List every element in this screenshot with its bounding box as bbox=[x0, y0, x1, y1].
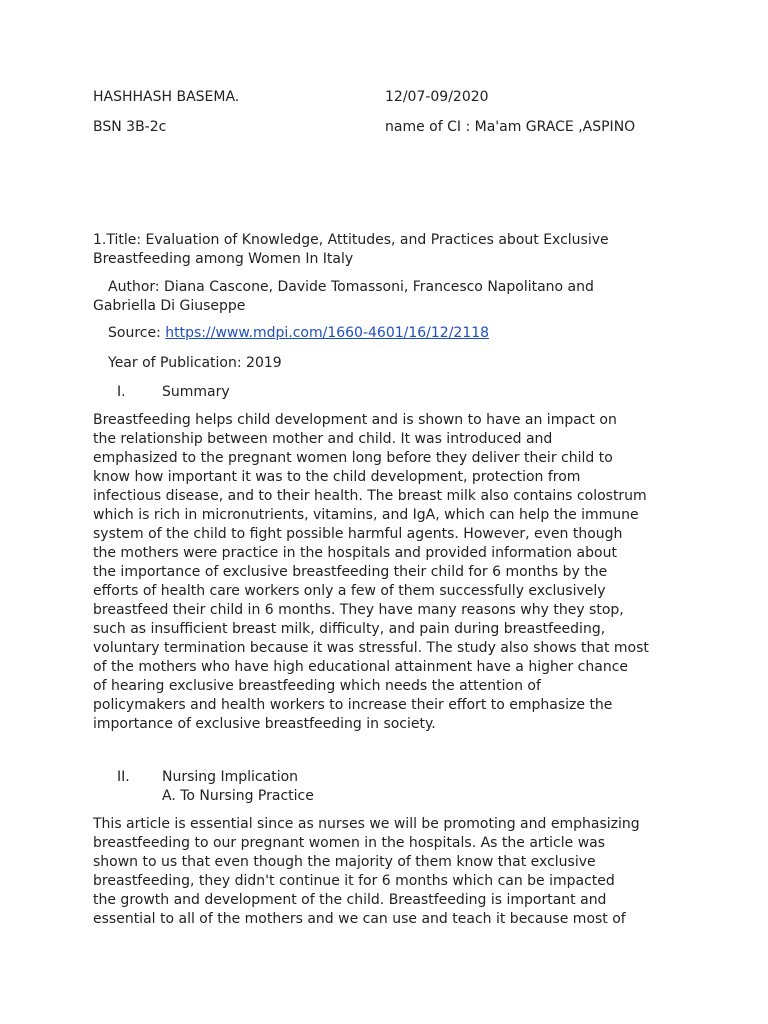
article-title-line-2: Breastfeeding among Women In Italy bbox=[93, 251, 354, 267]
clinical-instructor: name of CI : Ma'am GRACE ,ASPINO bbox=[385, 119, 636, 135]
nursing-line: essential to all of the mothers and we can use and teach it because most of bbox=[93, 911, 626, 927]
summary-paragraph bbox=[93, 411, 681, 734]
summary-line: of hearing exclusive breastfeeding which needs the attention of bbox=[93, 678, 541, 694]
student-name: HASHHASH BASEMA. bbox=[93, 89, 240, 105]
summary-line: infectious disease, and to their health. The breast milk also contains colostrum bbox=[93, 488, 647, 504]
summary-line: efforts of health care workers only a few of them successfully exclusively bbox=[93, 583, 606, 599]
summary-line: breastfeed their child in 6 months. They have many reasons why they stop, bbox=[93, 602, 624, 618]
article-title-line-1: 1.Title: Evaluation of Knowledge, Attitudes, and Practices about Exclusive bbox=[93, 232, 609, 248]
summary-line: emphasized to the pregnant women long before they deliver their child to bbox=[93, 450, 613, 466]
summary-line: importance of exclusive breastfeeding in society. bbox=[93, 716, 436, 732]
nursing-line: shown to us that even though the majority of them know that exclusive bbox=[93, 854, 596, 870]
summary-line: Breastfeeding helps child development and is shown to have an impact on bbox=[93, 412, 617, 428]
nursing-subheading: A. To Nursing Practice bbox=[162, 788, 314, 804]
summary-line: such as insufficient breast milk, difficulty, and pain during breastfeeding, bbox=[93, 621, 606, 637]
publication-year: Year of Publication: 2019 bbox=[108, 355, 282, 371]
summary-numeral: I. bbox=[117, 384, 126, 400]
article-authors-line-2: Gabriella Di Giuseppe bbox=[93, 298, 246, 314]
source-link[interactable]: https://www.mdpi.com/1660-4601/16/12/2118 bbox=[165, 325, 490, 341]
date-range: 12/07-09/2020 bbox=[385, 89, 489, 105]
summary-heading: Summary bbox=[162, 384, 230, 400]
nursing-numeral: II. bbox=[117, 769, 130, 785]
summary-line: the importance of exclusive breastfeeding their child for 6 months by the bbox=[93, 564, 608, 580]
article-authors-line-1: Author: Diana Cascone, Davide Tomassoni, Francesco Napolitano and bbox=[108, 279, 594, 295]
article-source bbox=[108, 324, 489, 343]
summary-line: the mothers were practice in the hospitals and provided information about bbox=[93, 545, 617, 561]
nursing-line: breastfeeding to our pregnant women in the hospitals. As the article was bbox=[93, 835, 606, 851]
summary-line: the relationship between mother and child. It was introduced and bbox=[93, 431, 553, 447]
section-code: BSN 3B-2c bbox=[93, 119, 167, 135]
summary-line: system of the child to fight possible harmful agents. However, even though bbox=[93, 526, 623, 542]
summary-line: voluntary termination because it was stressful. The study also shows that most bbox=[93, 640, 649, 656]
nursing-paragraph bbox=[93, 815, 681, 929]
summary-line: know how important it was to the child development, protection from bbox=[93, 469, 581, 485]
source-label: Source: bbox=[108, 325, 166, 341]
nursing-line: This article is essential since as nurses we will be promoting and emphasizing bbox=[93, 816, 640, 832]
nursing-heading: Nursing Implication bbox=[162, 769, 299, 785]
nursing-line: breastfeeding, they didn't continue it for 6 months which can be impacted bbox=[93, 873, 615, 889]
summary-line: which is rich in micronutrients, vitamins, and IgA, which can help the immune bbox=[93, 507, 639, 523]
summary-line: policymakers and health workers to increase their effort to emphasize the bbox=[93, 697, 613, 713]
summary-line: of the mothers who have high educational attainment have a higher chance bbox=[93, 659, 629, 675]
nursing-line: the growth and development of the child. Breastfeeding is important and bbox=[93, 892, 607, 908]
